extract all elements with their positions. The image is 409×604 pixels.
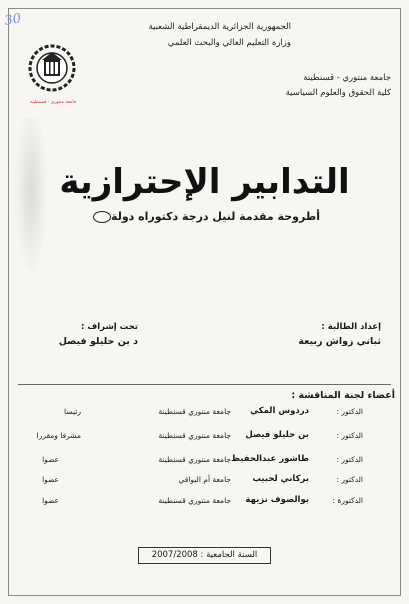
member-university: جامعة منتوري قسنطينة [158, 431, 231, 440]
member-title: الدكتورة : [332, 496, 363, 505]
member-role: عضوا [42, 475, 59, 484]
member-role: مشرفا ومقررا [36, 431, 81, 440]
supervisor-label: تحت إشراف : [81, 322, 138, 332]
member-university: جامعة أم البواقي [178, 475, 231, 484]
student-label: إعداد الطالبة : [321, 322, 381, 332]
faculty-line: كلية الحقوق والعلوم السياسية [285, 88, 391, 98]
member-name: بوالصوف نزيهة [245, 495, 309, 505]
member-name: دردوس المكي [250, 406, 309, 416]
section-divider [18, 384, 391, 385]
academic-year-box: السنة الجامعية : 2007/2008 [138, 547, 271, 564]
university-logo [26, 40, 78, 108]
thesis-title: التدابير الإحترازية [59, 162, 350, 202]
member-title: الدكتور : [336, 407, 363, 416]
member-title: الدكتور : [336, 455, 363, 464]
student-name: ثباني زواش ربيعة [298, 336, 381, 347]
subtitle-text: أطروحة مقدمة لنيل درجة دكتوراه دولة [111, 210, 320, 223]
member-role: عضوا [42, 496, 59, 505]
member-university: جامعة منتوري قسنطينة [158, 496, 231, 505]
member-name: طاشور عبدالحفيظ [231, 454, 309, 464]
stamp-number: 30 [3, 11, 23, 29]
member-role: رئيسا [64, 407, 81, 416]
member-university: جامعة منتوري قسنطينة [158, 407, 231, 416]
member-name: بركاني لحبيب [252, 474, 309, 484]
logo-caption: جامعة منتوري - قسنطينة [30, 100, 77, 105]
member-role: عضوا [42, 455, 59, 464]
member-university: جامعة منتوري قسنطينة [158, 455, 231, 464]
committee-heading: أعضاء لجنة المناقشة : [291, 390, 395, 401]
supervisor-name: د بن حليلو فيصل [58, 336, 138, 347]
member-title: الدكتور : [336, 475, 363, 484]
university-line: جامعة منتوري - قسنطينة [303, 73, 391, 83]
thesis-subtitle [0, 210, 409, 223]
circled-mark [93, 211, 111, 223]
ministry-line: وزارة التعليم العالي والبحث العلمي [167, 38, 291, 48]
republic-line: الجمهورية الجزائرية الديمقراطية الشعبية [148, 22, 291, 32]
member-name: بن حليلو فيصل [245, 430, 309, 440]
member-title: الدكتور : [336, 431, 363, 440]
